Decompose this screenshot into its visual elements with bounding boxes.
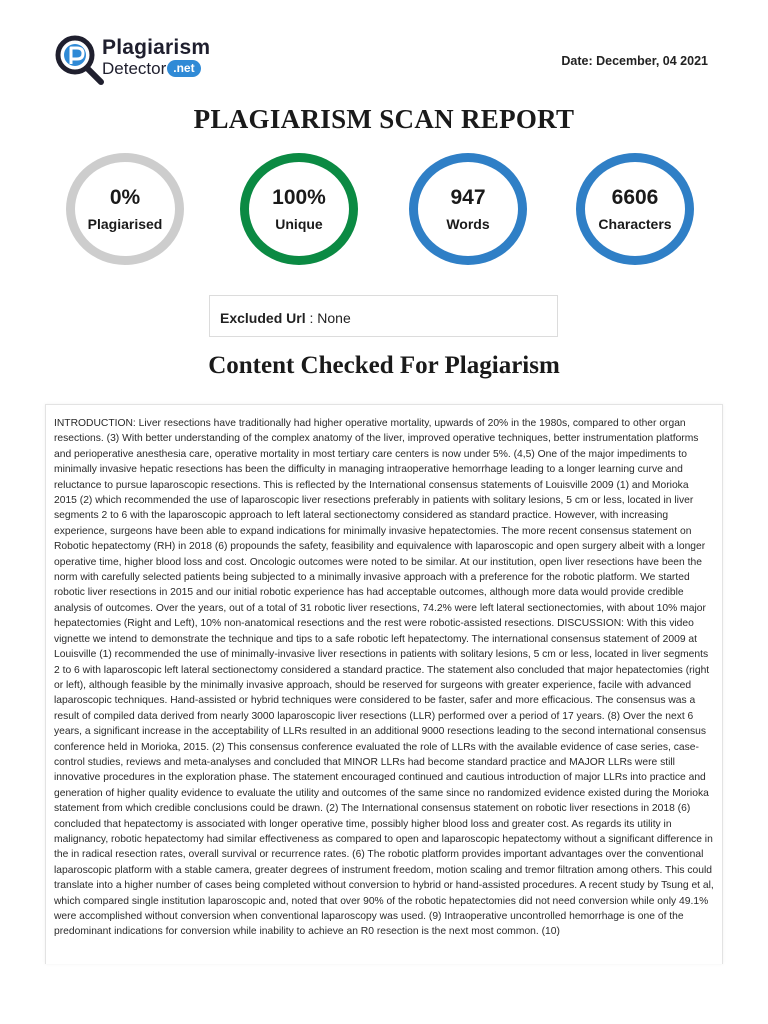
- logo-net-badge: .net: [167, 60, 200, 77]
- stat-unique-label: Unique: [275, 216, 323, 232]
- excluded-url-separator: :: [305, 310, 318, 326]
- report-title: PLAGIARISM SCAN REPORT: [193, 104, 575, 134]
- stat-words-label: Words: [446, 216, 490, 232]
- logo-text-detector-word: Detector: [102, 59, 167, 78]
- stat-plagiarised-label: Plagiarised: [87, 216, 163, 232]
- checked-content-text: INTRODUCTION: Liver resections have traditionally had higher operative mortality, upwards of 20% in the 1980s, compared to other organ resections. (3) With better understanding of the complex anatomy of the liver, improved operative techniques, better instrumentation platforms and perioperative anesthesia care, operative mortality in most tertiary care centers is now under 5%. (4,5) One of the major impediments to minimally invasive hepatic resections has been the difficulty in managing intraoperative hemorrhage leading to a longer learning curve and reluctance to pursue laparoscopic resections. This is reflected by the International consensus statements of Louisville 2009 (1) and Morioka 2015 (2) which recommended the use of laparoscopic liver resections preferably in patients with solitary lesions, 5 cm or less, located in liver segments 2 to 6 with the laparoscopic approach to left lateral sectionectomy considered as standard practice. However, with increasing experience, surgeons have been able to expand indications for minimally invasive hepatectomies. The more recent consensus statement on Robotic hepatectomy (RH) in 2018 (6) propounds the safety, feasibility and equivalence with laparoscopic and open surgery albeit with a longer operative time, higher blood loss and cost. Oncologic outcomes were noted to be similar. At our institution, open liver resections have been the norm with carefully selected patients being subjected to a minimally invasive approach with a preference for the robotic platform. We started robotic liver resections in 2015 and our initial robotic experience has had acceptable outcomes, although more data would provide credible analysis of outcomes. Over the years, out of a total of 31 robotic liver resections, 74.2% were left lateral sectionectomies, with about 10% major hepatectomies (Right and Left), 10% non-anatomical resections and the rest were robotic-assisted resections. DISCUSSION: With this video vignette we intend to demonstrate the technique and tips to a safe robotic left hepatectomy. The international consensus statement of 2009 at Louisville (1) recommended the use of minimally-invasive liver resections in patients with solitary lesions, 5 cm or less, located in liver segments 2 to 6 with laparoscopic left lateral sectionectomy considered a standard practice. The statement also concluded that major hepatectomies (right or left), although feasible by the minimally invasive approach, should be reserved for surgeons with greater experience, facile with advanced laparoscopic techniques. Hand-assisted or hybrid techniques were considered to be faster, safer and more efficacious. The consensus was a result of compiled data derived from nearly 3000 laparoscopic liver resections (LLR) performed over a period of 17 years. (8) Over the next 6 years, a significant increase in the acceptability of LLRs resulted in an additional 9000 resections leading to the second international consensus conference held in Morioka, 2015. (2) This consensus conference evaluated the role of LLRs with the available evidence of case series, case-control studies, reviews and meta-analyses and concluded that MINOR LLRs had become standard practice and MAJOR LLRs were still innovative procedures in the exploration phase. The statement encouraged continued and cautious introduction of major LLRs into practice and generation of higher quality evidence to evaluate the utility and outcomes of the same since no randomized evidence existed during the Morioka statement from which credible conclusions could be drawn. (2) The International consensus statement on robotic liver resections in 2018 (6) concluded that hepatectomy is associated with longer operative time, possibly higher blood loss and greater cost. As regards its utility in malignancy, robotic hepatectomy had similar effectiveness as compared to open and laparoscopic hepatectomy without a significant difference in the in radical resection rates, overall survival or recurrence rates. (6) The robotic platform provides important advantages over the conventional laparoscopic platform with a stable camera, greater degrees of instrument freedom, motion scaling and tremor filtration among others. This could translate into a higher number of cases being completed without conversion to hybrid or hand-assisted procedures. A recent study by Tsung et al, which compared single institution laparoscopic and, noted that over 90% of the robotic hepatectomies did not need conversion while only 49.1% were accomplished without conversion when conventional laparoscopy was used. (9) Intraoperative uncontrolled hemorrhage is one of the predominant indications for conversion while inability to achieve an R0 resection is the next most common. (10): [54, 418, 714, 938]
- logo-text-plagiarism: Plagiarism: [102, 36, 211, 59]
- excluded-url-label: Excluded Url: [220, 310, 306, 326]
- stat-plagiarised: [66, 153, 184, 265]
- checked-content-box: [45, 404, 723, 964]
- stat-words: [409, 153, 527, 265]
- excluded-url-value: None: [317, 310, 351, 326]
- stat-unique-value: 100%: [272, 186, 326, 209]
- excluded-url-box: [209, 295, 558, 337]
- logo-text-detector: [102, 59, 201, 79]
- magnifier-logo-icon: [54, 34, 108, 88]
- plagiarism-detector-logo[interactable]: [54, 34, 224, 88]
- stat-plagiarised-value: 0%: [109, 186, 141, 209]
- stat-words-value: 947: [450, 186, 486, 209]
- stat-characters: [576, 153, 694, 265]
- report-date: Date: December, 04 2021: [561, 54, 708, 68]
- stat-unique: [240, 153, 358, 265]
- content-title: Content Checked For Plagiarism: [208, 352, 560, 379]
- stat-characters-label: Characters: [598, 216, 672, 232]
- report-header: [0, 0, 768, 100]
- stat-characters-value: 6606: [611, 186, 659, 209]
